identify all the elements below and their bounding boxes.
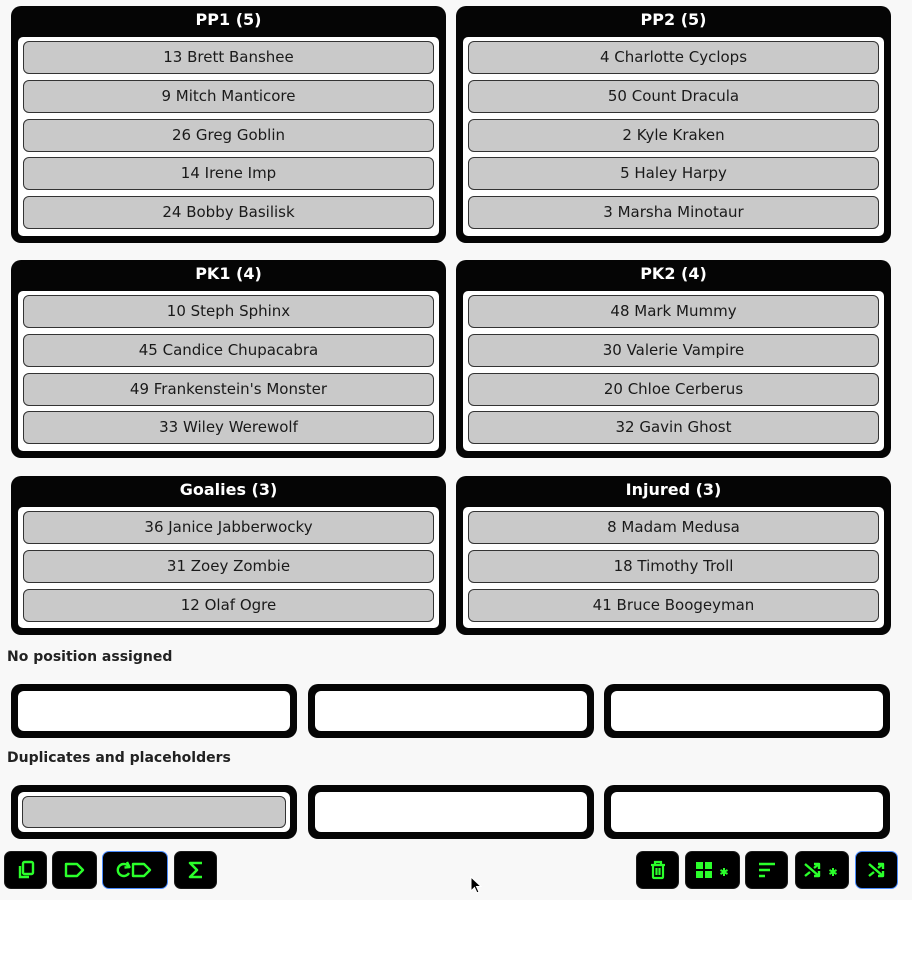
delete-button[interactable]	[636, 851, 679, 889]
slot-dropzone[interactable]	[18, 691, 290, 731]
player-chip[interactable]: 4 Charlotte Cyclops	[468, 41, 879, 74]
group-body	[463, 291, 884, 451]
group-title: PK1 (4)	[195, 264, 262, 283]
copy-button[interactable]	[4, 851, 47, 889]
group-title: PK2 (4)	[640, 264, 707, 283]
refresh-tag-icon	[114, 860, 156, 880]
player-chip[interactable]: 5 Haley Harpy	[468, 157, 879, 190]
sigma-icon	[187, 860, 205, 880]
mouse-cursor-icon	[470, 876, 482, 894]
placeholder-chip[interactable]	[22, 796, 286, 828]
player-chip[interactable]: 48 Mark Mummy	[468, 295, 879, 328]
player-chip[interactable]: 14 Irene Imp	[23, 157, 434, 190]
group-pp2	[456, 6, 891, 243]
duplicate-slot[interactable]	[604, 785, 890, 839]
shuffle-button[interactable]	[855, 851, 898, 889]
player-chip[interactable]: 10 Steph Sphinx	[23, 295, 434, 328]
player-chip[interactable]: 20 Chloe Cerberus	[468, 373, 879, 406]
group-pk1	[11, 260, 446, 458]
unassigned-slot[interactable]	[308, 684, 594, 738]
player-chip[interactable]: 3 Marsha Minotaur	[468, 196, 879, 229]
sort-icon	[757, 860, 777, 880]
player-chip[interactable]: 2 Kyle Kraken	[468, 119, 879, 152]
slot-dropzone[interactable]	[315, 792, 587, 832]
unassigned-label: No position assigned	[7, 649, 173, 665]
grid-star-icon	[694, 860, 732, 880]
player-chip[interactable]: 13 Brett Banshee	[23, 41, 434, 74]
sum-button[interactable]	[174, 851, 217, 889]
player-chip[interactable]: 30 Valerie Vampire	[468, 334, 879, 367]
shuffle-icon	[867, 860, 887, 880]
player-chip[interactable]: 50 Count Dracula	[468, 80, 879, 113]
group-title: Goalies (3)	[179, 480, 278, 499]
player-chip[interactable]: 31 Zoey Zombie	[23, 550, 434, 583]
duplicate-slot[interactable]	[308, 785, 594, 839]
duplicate-slot[interactable]	[11, 785, 297, 839]
group-pp1	[11, 6, 446, 243]
group-title: Injured (3)	[625, 480, 722, 499]
slot-dropzone[interactable]	[611, 792, 883, 832]
tag-button[interactable]	[52, 851, 97, 889]
trash-icon	[649, 860, 667, 880]
player-chip[interactable]: 36 Janice Jabberwocky	[23, 511, 434, 544]
slot-dropzone[interactable]	[18, 792, 290, 832]
player-chip[interactable]: 32 Gavin Ghost	[468, 411, 879, 444]
unassigned-slot[interactable]	[604, 684, 890, 738]
sort-button[interactable]	[745, 851, 788, 889]
group-title: PP2 (5)	[640, 10, 707, 29]
player-chip[interactable]: 9 Mitch Manticore	[23, 80, 434, 113]
player-chip[interactable]: 12 Olaf Ogre	[23, 589, 434, 622]
group-injured	[456, 476, 891, 635]
player-chip[interactable]: 24 Bobby Basilisk	[23, 196, 434, 229]
player-chip[interactable]: 49 Frankenstein's Monster	[23, 373, 434, 406]
group-body	[463, 507, 884, 628]
refresh-tag-button[interactable]	[102, 851, 168, 889]
slot-dropzone[interactable]	[611, 691, 883, 731]
duplicates-label: Duplicates and placeholders	[7, 750, 231, 766]
group-body	[463, 37, 884, 236]
group-body	[18, 37, 439, 236]
player-chip[interactable]: 8 Madam Medusa	[468, 511, 879, 544]
group-body	[18, 291, 439, 451]
tag-icon	[63, 860, 87, 880]
group-pk2	[456, 260, 891, 458]
shuffle-star-icon	[803, 860, 841, 880]
group-body	[18, 507, 439, 628]
player-chip[interactable]: 18 Timothy Troll	[468, 550, 879, 583]
group-title: PP1 (5)	[195, 10, 262, 29]
player-chip[interactable]: 45 Candice Chupacabra	[23, 334, 434, 367]
player-chip[interactable]: 33 Wiley Werewolf	[23, 411, 434, 444]
group-goalies	[11, 476, 446, 635]
slot-dropzone[interactable]	[315, 691, 587, 731]
unassigned-slot[interactable]	[11, 684, 297, 738]
copy-icon	[16, 860, 36, 880]
player-chip[interactable]: 41 Bruce Boogeyman	[468, 589, 879, 622]
player-chip[interactable]: 26 Greg Goblin	[23, 119, 434, 152]
shuffle-star-button[interactable]	[795, 851, 849, 889]
grid-star-button[interactable]	[685, 851, 740, 889]
